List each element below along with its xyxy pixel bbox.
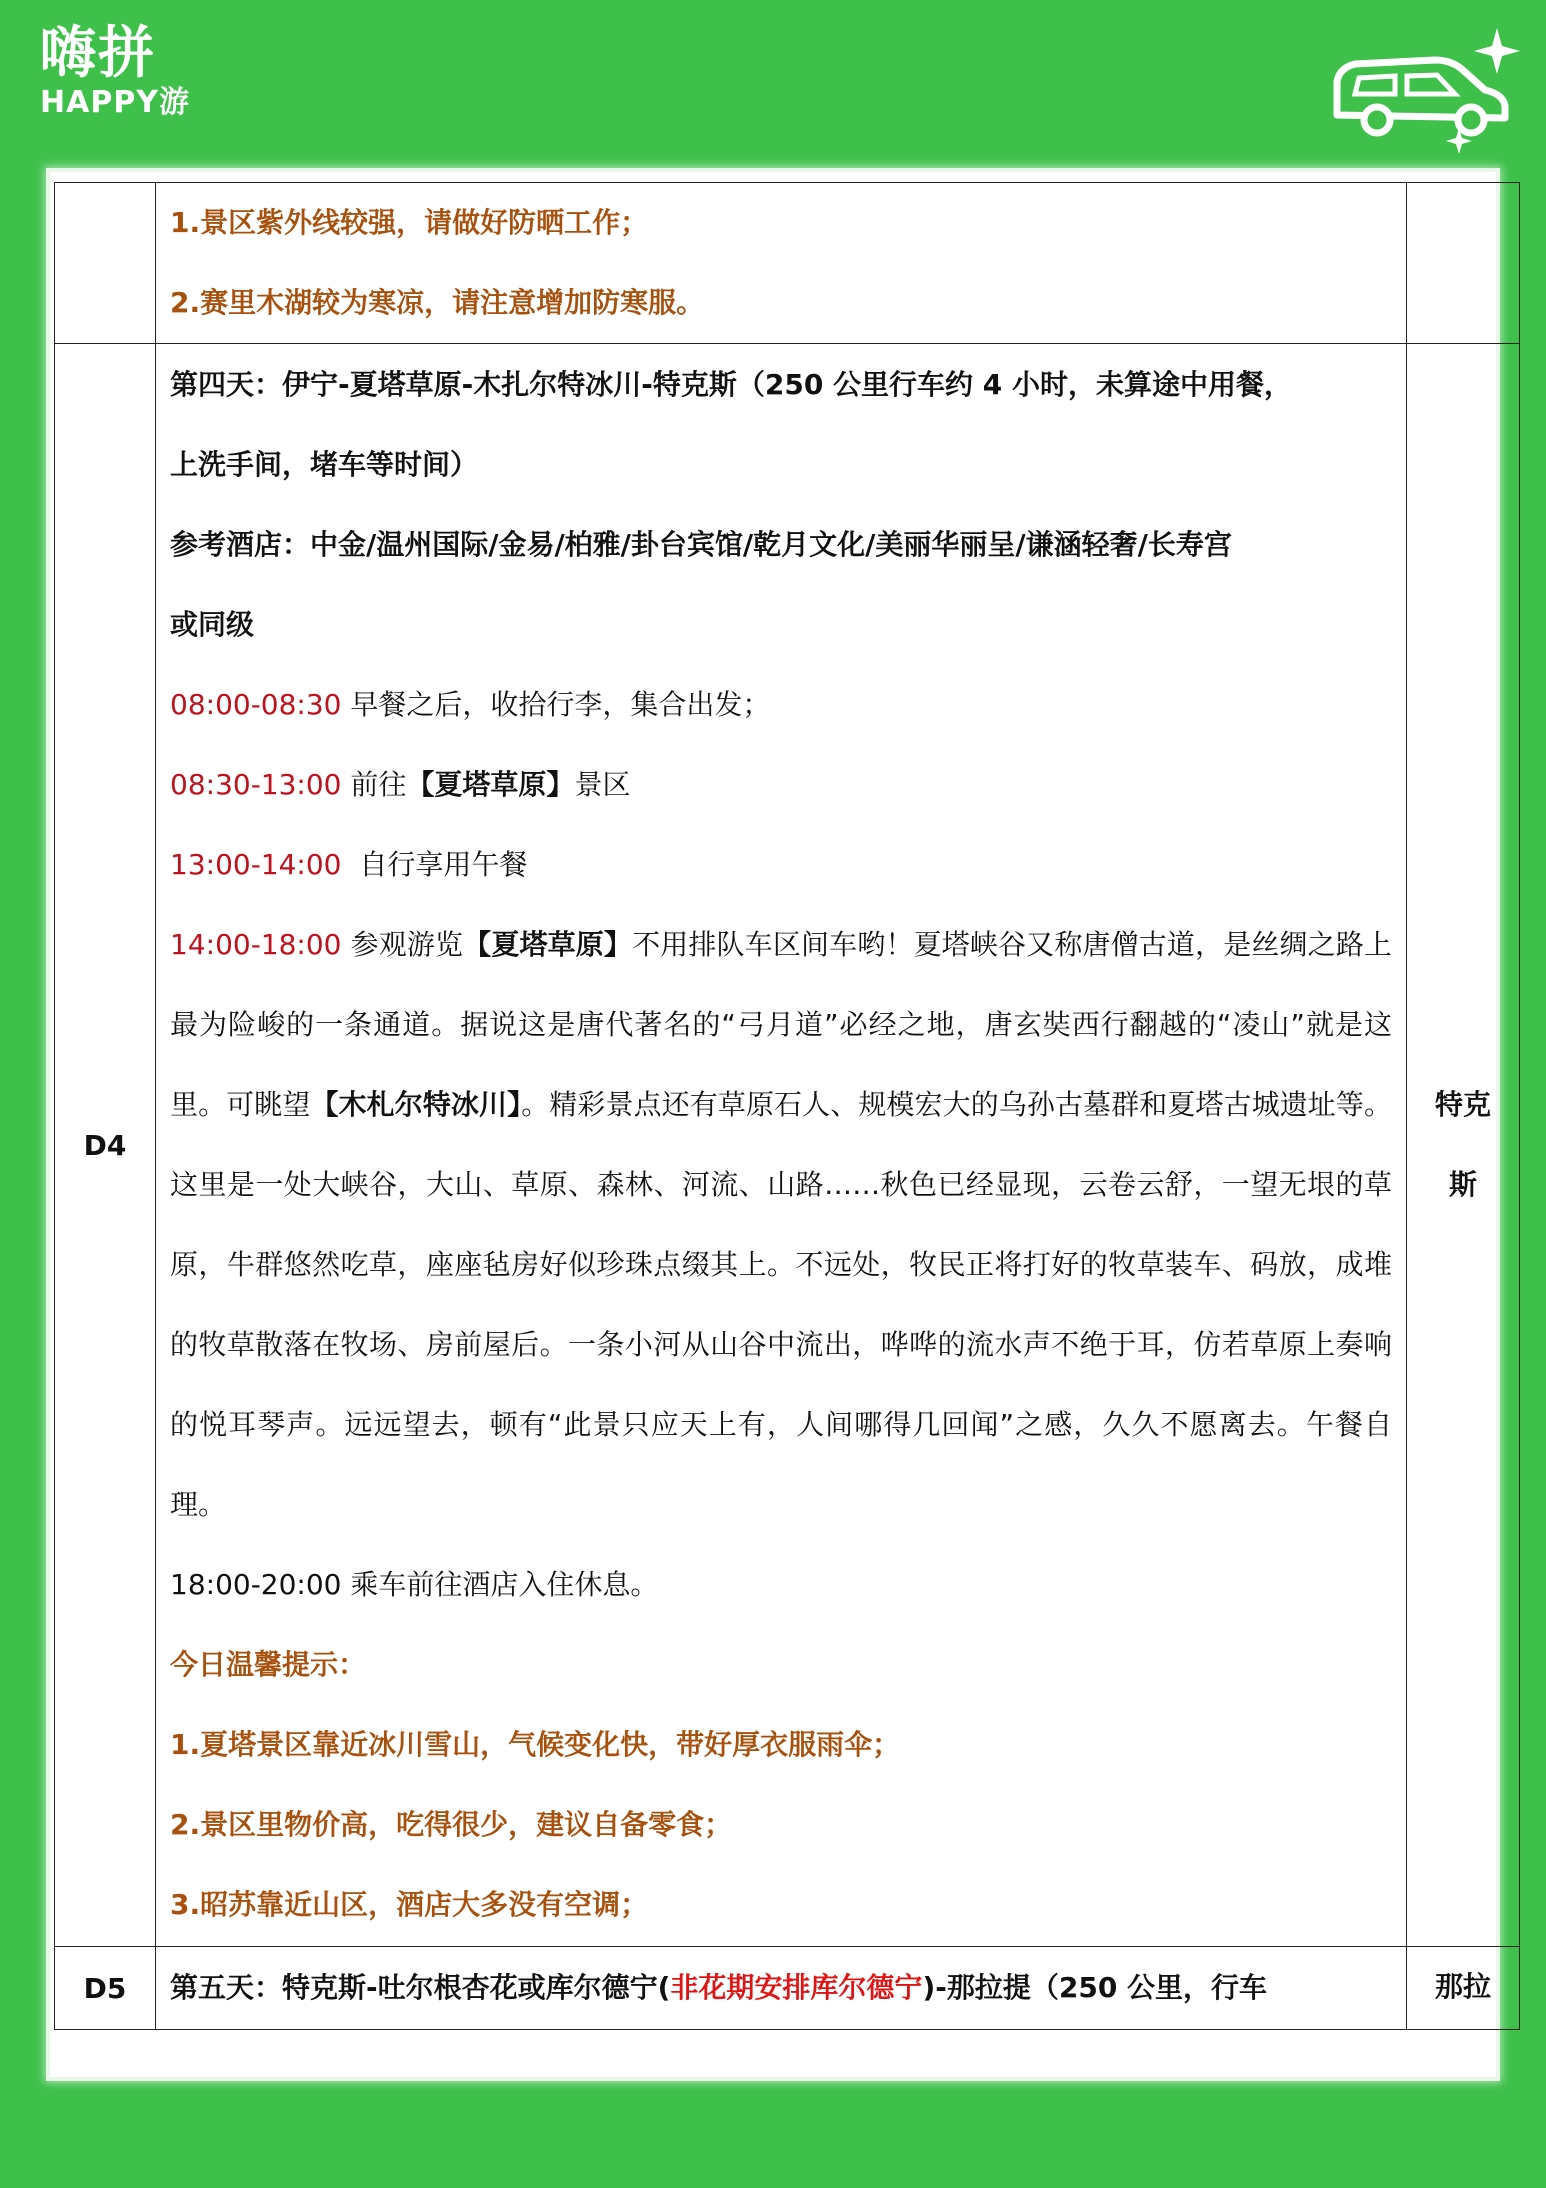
schedule-text: 景区 xyxy=(574,768,631,801)
scenic-spot-name: 【木札尔特冰川】 xyxy=(310,1088,522,1121)
day-title: 第四天：伊宁-夏塔草原-木扎尔特冰川-特克斯（250 公里行车约 4 小时，未算途中用餐， xyxy=(170,368,1293,401)
tip-line: 3.昭苏靠近山区，酒店大多没有空调； xyxy=(170,1888,649,1921)
description-text: 参观游览 xyxy=(350,928,464,961)
schedule-time: 13:00-14:00 xyxy=(170,848,342,881)
itinerary-table xyxy=(54,182,1520,2030)
schedule-item xyxy=(170,665,1392,745)
schedule-text: 自行享用午餐 xyxy=(359,848,528,881)
schedule-time: 14:00-18:00 xyxy=(170,928,342,961)
schedule-text: 前往 xyxy=(350,768,407,801)
table-row xyxy=(55,183,1520,344)
description-text: 不用排队车区间车哟！夏塔峡谷又称唐僧古道，是丝绸之路上最为险峻的一条通道。据说这是唐代著名的“弓月道”必经之地，唐玄奘西行翻越的“凌山”就是这里。可眺望 xyxy=(170,928,1392,1121)
day-label: D4 xyxy=(55,344,156,1947)
hotel-city: 那拉 xyxy=(1407,1947,1520,2030)
brand-logo xyxy=(40,22,190,120)
scenic-spot-name: 【夏塔草原】 xyxy=(406,768,575,801)
day-detail-cell xyxy=(156,1947,1407,2030)
schedule-item xyxy=(170,745,1392,825)
car-sparkle-icon xyxy=(1325,20,1525,160)
schedule-time: 18:00-20:00 xyxy=(170,1568,342,1601)
reference-hotels-cont: 或同级 xyxy=(170,608,255,641)
day-title xyxy=(170,1948,1392,2028)
schedule-description xyxy=(170,905,1392,1545)
tip-line: 2.景区里物价高，吃得很少，建议自备零食； xyxy=(170,1808,733,1841)
day-title-part: 第五天：特克斯-吐尔根杏花或库尔德宁( xyxy=(170,1971,671,2004)
logo-main-text: 嗨拼 xyxy=(40,21,156,86)
hotel-city: 特克斯 xyxy=(1434,1088,1491,1201)
hotel-cell xyxy=(1407,183,1520,344)
schedule-item xyxy=(170,825,1392,905)
day-title-cont: 上洗手间，堵车等时间） xyxy=(170,448,479,481)
schedule-text: 乘车前往酒店入住休息。 xyxy=(350,1568,659,1601)
tip-line: 1.夏塔景区靠近冰川雪山，气候变化快，带好厚衣服雨伞； xyxy=(170,1728,901,1761)
tips-title: 今日温馨提示： xyxy=(170,1648,367,1681)
table-row xyxy=(55,344,1520,1947)
scenic-spot-name: 【夏塔草原】 xyxy=(463,928,633,961)
description-text: 。精彩景点还有草原石人、规模宏大的乌孙古墓群和夏塔古城遗址等。这里是一处大峡谷，大山、草原、森林、河流、山路……秋色已经显现，云卷云舒，一望无垠的草原，牛群悠然吃草，座座毡房好似珍珠点缀其上。不远处，牧民正将打好的牧草装车、码放，成堆的牧草散落在牧场、房前屋后。一条小河从山谷中流出，哗哗的流水声不绝于耳，仿若草原上奏响的悦耳琴声。远远望去，顿有“此景只应天上有，人间哪得几回闻”之感，久久不愿离去。午餐自理。 xyxy=(170,1088,1392,1521)
day-detail-cell xyxy=(156,183,1407,344)
day-detail-cell xyxy=(156,344,1407,1947)
day-cell xyxy=(55,183,156,344)
logo-sub-text: HAPPY游 xyxy=(40,85,191,120)
itinerary-page xyxy=(50,172,1496,2077)
day-title-part: )-那拉提（250 公里，行车 xyxy=(922,1971,1268,2004)
schedule-text: 早餐之后，收拾行李，集合出发； xyxy=(350,688,771,721)
schedule-item xyxy=(170,1545,1392,1625)
reference-hotels: 参考酒店：中金/温州国际/金易/柏雅/卦台宾馆/乾月文化/美丽华丽呈/谦涵轻奢/长寿宫 xyxy=(170,528,1232,561)
hotel-cell xyxy=(1407,344,1520,1947)
schedule-time: 08:00-08:30 xyxy=(170,688,342,721)
table-row xyxy=(55,1947,1520,2030)
day-label: D5 xyxy=(55,1947,156,2030)
day-title-highlight: 非花期安排库尔德宁 xyxy=(670,1971,923,2004)
tip-line: 2.赛里木湖较为寒凉，请注意增加防寒服。 xyxy=(170,286,705,319)
schedule-time: 08:30-13:00 xyxy=(170,768,342,801)
tip-line: 1.景区紫外线较强，请做好防晒工作； xyxy=(170,206,649,239)
